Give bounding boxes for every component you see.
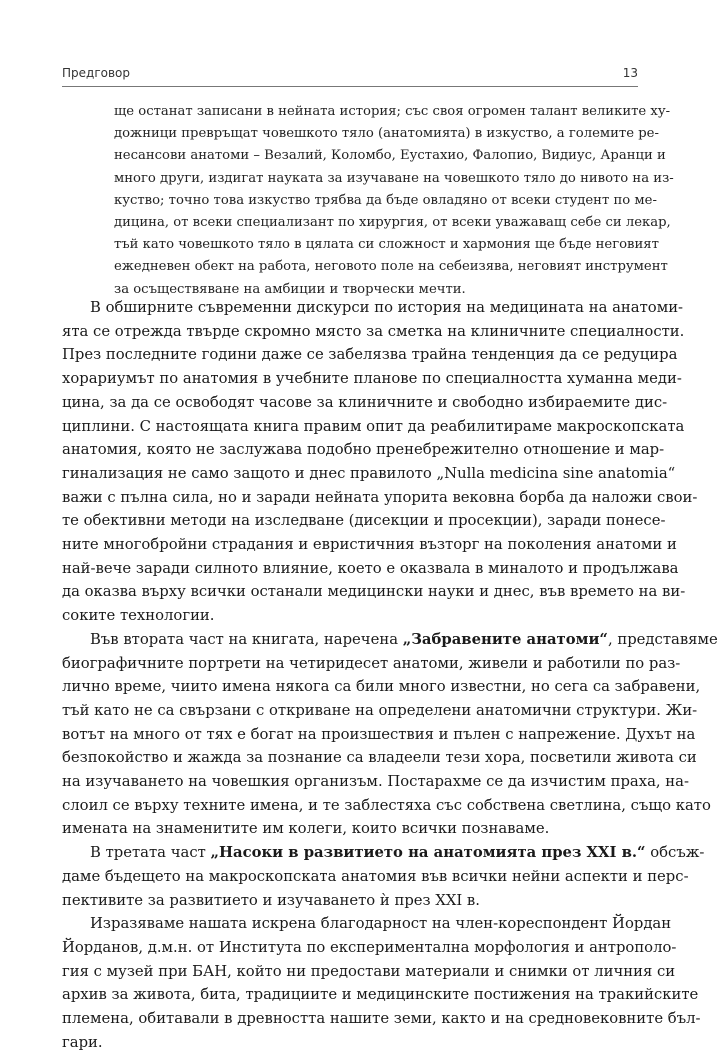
paragraph-line: биографичните портрети на четиридесет анатоми, живели и работили по раз- <box>62 654 681 672</box>
paragraph-line: тъй като не са свързани с откриване на определени анатомични структури. Жи- <box>62 701 698 719</box>
paragraph-text: , представяме <box>607 630 718 648</box>
paragraph-2 <box>62 628 718 841</box>
paragraph-line: соките технологии. <box>62 607 215 625</box>
paragraph-line: ните многобройни страдания и евристичния възторг на поколения анатоми и <box>62 536 677 554</box>
quote-line: дожници превръщат човешкото тяло (анатомията) в изкуство, а големите ре- <box>114 126 659 142</box>
paragraph-line: цина, за да се освободят часове за клиничните и свободно избираемите дис- <box>62 393 668 411</box>
paragraph-line: архив за живота, бита, традициите и медицинските постижения на тракийските <box>62 986 699 1004</box>
paragraph-line: гия с музей при БАН, който ни предостави материали и снимки от личния си <box>62 962 676 980</box>
paragraph-line: важи с пълна сила, но и заради нейната упорита вековна борба да наложи свои- <box>62 488 698 506</box>
block-quote <box>114 101 674 301</box>
paragraph-text: Във втората част на книгата, наречена <box>90 630 403 648</box>
paragraph-line: През последните години даже се забелязва трайна тенденция да се редуцира <box>62 346 678 364</box>
paragraph-text: В третата част <box>90 844 211 862</box>
paragraph-line: те обективни методи на изследване (дисекции и просекции), заради понесе- <box>62 512 666 530</box>
paragraph-line: гинализация не само защото и днес правилото „Nulla medicina sine anatomia“ <box>62 464 676 482</box>
paragraph-line: циплини. С настоящата книга правим опит да реабилитираме макроскопската <box>62 417 685 435</box>
paragraph-line: В обширните съвременни дискурси по история на медицината на анатоми- <box>90 299 684 316</box>
paragraph-line: да оказва върху всички останали медицински науки и днес, във времето на ви- <box>62 583 686 601</box>
paragraph-line: имената на знаменитите им колеги, които всички познаваме. <box>62 820 550 838</box>
paragraph-line: безпокойство и жажда за познание са владеели тези хора, посветили живота си <box>62 749 697 767</box>
paragraph-line: вотът на много от тях е богат на произшествия и пълен с напрежение. Духът на <box>62 725 696 743</box>
paragraph-3 <box>62 841 705 912</box>
paragraph-line: пективите за развитието и изучаването ѝ през XXI в. <box>62 891 480 909</box>
paragraph-line <box>62 841 705 865</box>
paragraph-line: Изразяваме нашата искрена благодарност на член-кореспондент Йордан <box>90 915 672 933</box>
paragraph-line: лично време, чиито имена някога са били много известни, но сега са забравени, <box>62 678 701 696</box>
quote-line: несансови анатоми – Везалий, Коломбо, Еустахио, Фалопио, Видиус, Аранци и <box>114 148 666 164</box>
paragraph-4 <box>62 912 701 1054</box>
quote-line: за осъществяване на амбиции и творчески мечти. <box>114 281 466 297</box>
running-header <box>62 62 638 87</box>
paragraph-text: обсъж- <box>645 844 705 862</box>
paragraph-line: даме бъдещето на макроскопската анатомия във всички нейни аспекти и перс- <box>62 867 689 885</box>
paragraph-line: хорариумът по анатомия в учебните планове по специалността хуманна меди- <box>62 370 682 388</box>
paragraph-line: Йорданов, д.м.н. от Института по експериментална морфология и антрополо- <box>62 938 677 956</box>
section-title-forgotten-anatomists: „Забравените анатоми“ <box>402 630 608 648</box>
paragraph-1 <box>62 296 698 628</box>
page-number: 13 <box>622 66 638 80</box>
paragraph-line: анатомия, която не заслужава подобно пренебрежително отношение и мар- <box>62 441 665 459</box>
paragraph-line: на изучаването на човешкия организъм. Постарахме се да изчистим праха, на- <box>62 773 689 791</box>
quote-line: тъй като човешкото тяло в цялата си сложност и хармония ще бъде неговият <box>114 237 659 253</box>
running-title: Предговор <box>62 66 130 80</box>
quote-line: куство; точно това изкуство трябва да бъде овладяно от всеки студент по ме- <box>114 192 657 208</box>
quote-line: дицина, от всеки специализант по хирургия, от всеки уважаващ себе си лекар, <box>114 215 671 231</box>
body-text <box>62 296 718 1055</box>
paragraph-line: ята се отрежда твърде скромно място за сметка на клиничните специалности. <box>62 322 685 340</box>
quote-line: много други, издигат науката за изучаване на човешкото тяло до нивото на из- <box>114 170 674 186</box>
quote-line: ежедневен обект на работа, неговото поле на себеизява, неговият инструмент <box>114 259 668 275</box>
paragraph-line <box>62 628 718 652</box>
paragraph-line: племена, обитавали в древността нашите земи, както и на средновековните бъл- <box>62 1010 701 1028</box>
paragraph-line: гари. <box>62 1033 103 1051</box>
paragraph-line: най-вече заради силното влияние, което е оказвала в миналото и продължава <box>62 559 679 577</box>
section-title-directions: „Насоки в развитието на анатомията през XXI в.“ <box>210 844 646 862</box>
quote-line: ще останат записани в нейната история; със своя огромен талант великите ху- <box>114 104 671 119</box>
paragraph-line: слоил се върху техните имена, и те заблестяха със собствена светлина, също като <box>62 796 711 814</box>
